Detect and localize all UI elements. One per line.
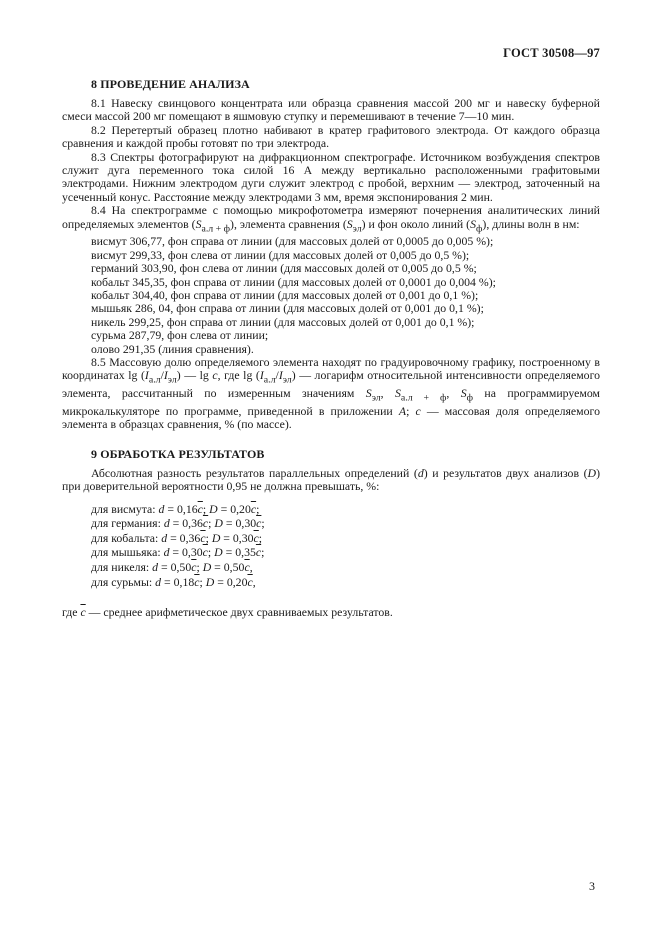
symbol-c-mean: $\overline{c}$ [200,530,206,545]
symbol-D: D [202,560,212,575]
wavelength-list [62,235,600,356]
text-run: ; [406,404,416,419]
limit-value: = 0,30 [222,516,257,531]
symbol-c-mean: $\overline{c}$ [247,574,253,589]
symbol-c: c [415,404,421,419]
symbol-D: D [209,501,218,516]
list-item: кобальт 304,40, фон справа от линии (для массовых долей от 0,001 до 0,1 %); [91,288,479,303]
paragraph-9-1 [62,467,600,494]
limit-row [62,575,600,590]
text-run: ), длины волн в нм: [482,216,580,231]
limit-label: для сурьмы: [91,574,156,589]
symbol-c-mean: $\overline{c}$ [202,545,208,560]
symbol-c-mean: $\overline{c}$ [255,545,262,560]
symbol-d: d [155,574,162,589]
subscript: эл [352,223,362,235]
separator: ; [208,516,215,531]
limit-label: для мышьяка: [91,545,164,560]
symbol-c-mean: $\overline{c}$ [194,574,200,589]
symbol-d: d [163,545,170,560]
paragraph-8-2: 8.2 Перетертый образец плотно набивают в кратер графитового электрода. От каждого образца сравнения и каждой пробы готовят по три электрода. [62,122,600,151]
symbol-c-mean: $\overline{c}$ [253,530,259,545]
paragraph-8-3: 8.3 Спектры фотографируют на дифракционном спектрографе. Источником возбуждения спектров служит дуга переменного тока силой 16 А между вертикально расположенными графитовыми электродами. Нижним электродом дуги служит электрод с пробой, верхним — электрод, заточенный на усеченный конус. Расстояние между электродами 3 мм, время экспонирования 2 мин. [62,149,600,204]
limit-value: = 0,16 [164,501,198,516]
subscript: а.л [263,374,276,386]
comma: , [446,386,461,401]
symbol-D: D [214,545,223,560]
text-run: — массовая доля определяемого элемента в образцах сравнения, % (по массе). [62,404,600,432]
limit-row [62,531,600,546]
limit-row [62,502,600,517]
symbol-c-mean: $\overline{c}$ [256,516,262,531]
symbol-s: S [460,386,467,401]
separator: ; [199,574,206,589]
symbol-s: S [395,386,401,401]
limit-value: = 0,20 [217,501,251,516]
symbol-d: d [161,530,168,545]
symbol-D: D [211,530,221,545]
limit-value: = 0,20 [214,574,248,589]
subscript: ф [476,223,483,235]
paragraph-8-5 [62,356,600,432]
symbol-D: D [214,516,223,531]
note-mean [62,606,600,619]
appendix-ref: А [398,404,407,419]
text-run: ) и фон около линий ( [361,216,471,231]
limits-list [62,502,600,590]
subscript: эл [167,374,177,386]
separator: ; [202,501,210,516]
limit-value: = 0,18 [161,574,195,589]
list-item: кобальт 345,35, фон справа от линии (для массовых долей от 0,0001 до 0,004 %); [91,274,496,289]
symbol-i: I [163,368,168,383]
separator: ; [261,516,265,531]
limit-value: = 0,30 [220,530,254,545]
subscript: ф [466,392,473,404]
symbol-c-mean: $\overline{c}$ [202,516,209,531]
text-run: ) и результатов двух анализов ( [423,465,588,480]
text-run: ), элемента сравнения ( [230,216,347,231]
symbol-s: S [365,386,372,401]
slash: / [160,368,164,383]
limit-row [62,516,600,531]
symbol-i: I [278,368,283,383]
symbol-s: S [195,216,202,231]
text-run: ) — lg [176,368,213,383]
paragraph-8-1: 8.1 Навеску свинцового концентрата или образца сравнения массой 200 мг и навеску буферной смеси массой 200 мг помещают в яшмовую ступку и перемешивают в течение 7—10 мин. [62,96,600,124]
list-item: сурьма 287,79, фон слева от линии; [91,328,269,343]
limit-value: = 0,36 [169,516,203,531]
separator: ; [258,530,263,545]
document-body [62,77,600,620]
limit-value: = 0,30 [169,545,203,560]
symbol-d: d [152,560,159,575]
symbol-d: d [158,501,165,516]
list-item: мышьяк 286, 04, фон справа от линии (для массовых долей от 0,001 до 0,1 %); [91,301,484,316]
list-item: никель 299,25, фон справа от линии (для массовых долей от 0,001 до 0,1 %); [91,314,475,329]
limit-label: для кобальта: [91,530,162,545]
list-item: висмут 299,33, фон слева от линии (для массовых долей от 0,005 до 0,5 %); [91,247,470,262]
symbol-c: c [212,368,218,383]
text-run: — среднее арифметическое двух сравниваемых результатов. [85,605,393,620]
slash: / [275,368,279,383]
symbol-c-mean: $\overline{c}$ [191,560,197,575]
separator: ; [207,545,215,560]
limit-label: для висмута: [91,501,159,516]
separator: , [249,560,253,575]
limit-value: = 0,36 [167,530,201,545]
limit-label: для никеля: [91,560,153,575]
separator: ; [256,501,260,516]
limit-value: = 0,50 [211,560,245,575]
text-run: где [62,605,81,620]
text-run: на программируемом микрокалькуляторе по программе, приведенной в приложении [62,386,600,419]
limit-row [62,560,600,575]
subscript: а.л + ф [201,223,231,235]
limit-value: = 0,35 [222,545,256,560]
subscript: а.л + ф [400,392,447,404]
symbol-D: D [205,574,215,589]
list-item: олово 291,35 (линия сравнения). [91,341,254,356]
section-9-title: 9 ОБРАБОТКА РЕЗУЛЬТАТОВ [91,446,265,461]
text-run: 8.4 На спектрограмме с помощью микрофотометра измеряют почернения аналитических линий определяемых элементов ( [62,203,600,231]
symbol-s: S [346,216,353,231]
separator: , [252,574,256,589]
symbol-i: I [144,368,149,383]
symbol-d: d [163,516,170,531]
text-run: , где lg ( [217,368,260,383]
list-item: висмут 306,77, фон справа от линии (для массовых долей от 0,0005 до 0,005 %); [91,234,494,249]
symbol-c-mean: $\overline{c}$ [250,501,257,516]
comma: , [380,386,395,401]
subscript: эл [371,392,381,404]
separator: ; [205,530,212,545]
limit-label: для германия: [91,516,164,531]
separator: ; [261,545,265,560]
text-run: Абсолютная разность результатов параллельных определений ( [91,465,418,480]
text-run: ) при доверительной вероятности 0,95 не должна превышать, %: [62,465,600,494]
symbol-D: D [587,465,597,480]
symbol-d: d [417,465,424,480]
symbol-c-mean: $\overline{c}$ [197,501,203,516]
symbol-i: I [259,368,264,383]
document-header: ГОСТ 30508—97 [503,46,600,60]
paragraph-8-4 [62,204,600,235]
list-item: германий 303,90, фон слева от линии (для массовых долей от 0,005 до 0,5 %; [91,261,477,276]
separator: ; [196,560,203,575]
section-8-title: 8 ПРОВЕДЕНИЕ АНАЛИЗА [91,77,250,91]
symbol-c-mean: $\overline{c}$ [244,560,250,575]
limit-row [62,545,600,560]
symbol-c-mean: $\overline{c}$ [80,605,86,620]
text-run: 8.5 Массовую долю определяемого элемента находят по градуировочному графику, построенному в координатах lg ( [62,355,600,383]
limit-value: = 0,50 [158,560,192,575]
symbol-s: S [470,216,477,231]
subscript: эл [282,374,292,386]
page-number: 3 [589,879,595,893]
subscript: а.л [148,374,161,386]
text-run: ) — логарифм относительной интенсивности определяемого элемента, рассчитанный по измеренным значениям [62,368,601,401]
